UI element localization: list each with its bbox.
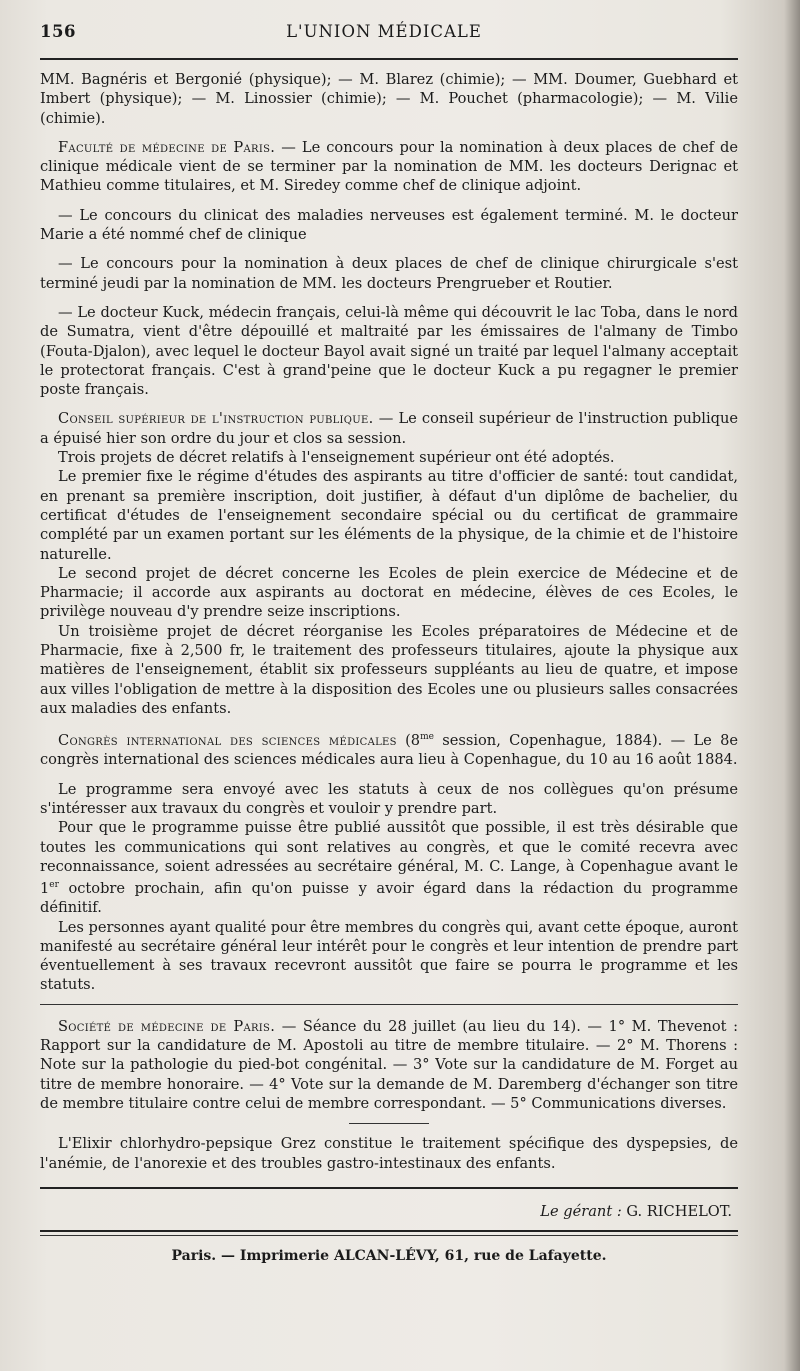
section-heading: Faculté de médecine de Paris.: [58, 138, 276, 156]
imprint-rule: [40, 1230, 738, 1236]
section-heading: Conseil supérieur de l'instruction publique.: [58, 410, 374, 428]
paragraph-congres-international: Congrès international des sciences médicales ($8^{me}$ session, Copenhague, 1884). — Le 8e congrès international des sciences médicales aura lieu à Copenhague, du 10 au 16 août 1884.: [40, 732, 738, 769]
paragraph-communications: Pour que le programme puisse être publié aussitôt que possible, il est très désirable que toutes les communications qui sont relatives au congrès, et que le comité recevra avec reconnaissance, soient adressées au secrétaire général, M. C. Lange, à Copenhague avant le 1er octobre prochain, afin qu'on puisse y avoir égard dans la rédaction du programme définitif.: [40, 819, 738, 917]
section-heading: Société de médecine de Paris.: [58, 1017, 276, 1035]
paragraph-premier-projet: Le premier fixe le régime d'études des aspirants au titre d'officier de santé: tout candidat, en prenant sa première inscription, doit justifier, à défaut d'un diplôme de bachelier, du certificat d'études de l'enseignement secondaire spécial ou du certificat de grammaire complété par un examen portant sur les éléments de la physique, de la chimie et de l'histoire naturelle.: [40, 468, 738, 563]
printer-imprint: Paris. — Imprimerie ALCAN-LÉVY, 61, rue de Lafayette.: [171, 1247, 607, 1264]
paragraph-clinique-chirurgicale: — Le concours pour la nomination à deux places de chef de clinique chirurgicale s'est terminé jeudi par la nomination de MM. les docteurs Prengrueber et Routier.: [40, 255, 738, 292]
paragraph-faculte-medecine: Faculté de médecine de Paris. — Le concours pour la nomination à deux places de chef de clinique médicale vient de se terminer par la nomination de MM. les docteurs Derignac et Mathieu comme titulaires, et M. Siredey comme chef de clinique adjoint.: [40, 138, 738, 195]
paragraph-trois-projets: Trois projets de décret relatifs à l'enseignement supérieur ont été adoptés.: [58, 449, 615, 467]
paragraph-elixir-advert: L'Elixir chlorhydro-pepsique Grez constitue le traitement spécifique des dyspepsies, de l'anémie, de l'anorexie et des troubles gastro-intestinaux des enfants.: [40, 1135, 738, 1172]
paragraph-clinicat-nerveuses: — Le concours du clinicat des maladies nerveuses est également terminé. M. le docteur Marie a été nommé chef de clinique: [40, 206, 738, 244]
section-divider: [40, 1004, 738, 1005]
paragraph-societe-medecine: Société de médecine de Paris. — Séance du 28 juillet (au lieu du 14). — 1° M. Thevenot : Rapport sur la candidature de M. Apostoli au titre de membre titulaire. — 2° M. Thorens : Note sur la pathologie du pied-bot congénital. — 3° Vote sur la candidature de M. Forget au titre de membre honoraire. — 4° Vote sur la demande de M. Daremberg d'échanger son titre de membre titulaire contre celui de membre correspondant. — 5° Communications diverses.: [40, 1017, 738, 1112]
paragraph-conseil-superieur: Conseil supérieur de l'instruction publique. — Le conseil supérieur de l'instruction publique a épuisé hier son ordre du jour et clos sa session.: [40, 410, 738, 447]
page-number: 156: [40, 22, 76, 41]
paragraph-troisieme-projet: Un troisième projet de décret réorganise les Ecoles préparatoires de Médecine et de Pharmacie, fixe à 2,500 fr, le traitement des professeurs titulaires, ajoute la physique aux matières de l'enseignement, établit six professeurs suppléants au lieu de quatre, et impose aux villes l'obligation de mettre à la disposition des Ecoles une ou plusieurs salles consacrées aux maladies des enfants.: [40, 622, 738, 717]
page-header: [40, 22, 738, 58]
paragraph-jury-list: MM. Bagnéris et Bergonié (physique); — M. Blarez (chimie); — MM. Doumer, Guebhard et Imbert (physique); — M. Linossier (chimie); — M. Pouchet (pharmacologie); — M. Vilie (chimie).: [40, 71, 738, 127]
footer-rule: [40, 1187, 738, 1189]
paragraph-programme: Le programme sera envoyé avec les statuts à ceux de nos collègues qu'on présume s'intéresser aux travaux du congrès et vouloir y prendre part.: [40, 780, 738, 817]
journal-title: L'UNION MÉDICALE: [286, 22, 482, 41]
short-divider: [349, 1123, 429, 1124]
section-heading: Congrès international des sciences médicales: [58, 732, 397, 750]
article-body: [40, 70, 738, 1173]
header-rule: [40, 58, 738, 60]
gerant-signature: Le gérant : G. RICHELOT.: [540, 1202, 732, 1220]
paragraph-membres-congres: Les personnes ayant qualité pour être membres du congrès qui, avant cette époque, auront manifesté au secrétaire général leur intérêt pour le congrès et leur intention de prendre part éventuellement à ses travaux recevront aussitôt que faire se pourra le programme et les statuts.: [40, 918, 738, 994]
paragraph-docteur-kuck: — Le docteur Kuck, médecin français, celui-là même qui découvrit le lac Toba, dans le nord de Sumatra, vient d'être dépouillé et maltraité par les émissaires de l'almany de Timbo (Fouta-Djalon), avec lequel le docteur Bayol avait signé un traité par lequel l'almany acceptait le protectorat français. C'est à grand'peine que le docteur Kuck a pu regagner le premier poste français.: [40, 303, 738, 399]
paragraph-second-projet: Le second projet de décret concerne les Ecoles de plein exercice de Médecine et de Pharmacie; il accorde aux aspirants au doctorat en médecine, élèves de ces Ecoles, le privilège nouveau d'y prendre seize inscriptions.: [40, 564, 738, 621]
